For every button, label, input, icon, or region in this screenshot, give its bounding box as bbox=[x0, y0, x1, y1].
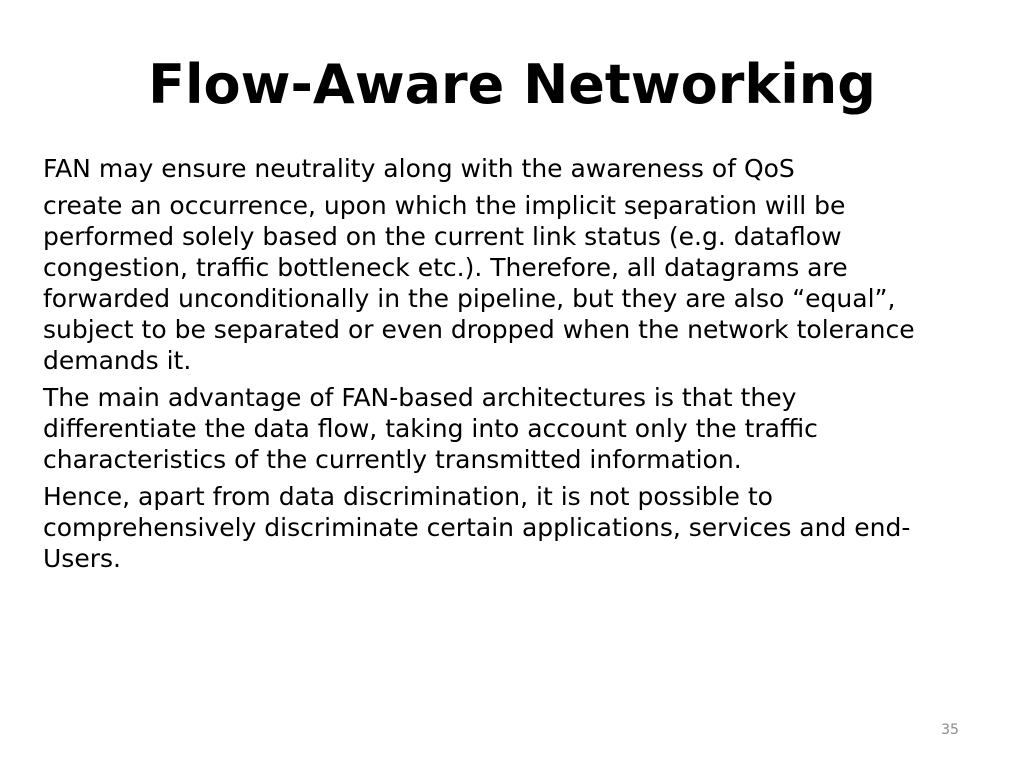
body-paragraph: Hence, apart from data discrimination, it is not possible to comprehensively discriminate certain applications, services and end-Users. bbox=[43, 482, 911, 573]
body-paragraph: The main advantage of FAN-based architectures is that they differentiate the data flow, taking into account only the traffic characteristics of the currently transmitted information. bbox=[43, 383, 818, 474]
slide-body bbox=[43, 153, 943, 580]
slide-title: Flow-Aware Networking bbox=[148, 53, 876, 116]
slide-page-number: 35 bbox=[941, 722, 959, 738]
body-paragraph: FAN may ensure neutrality along with the awareness of QoS bbox=[43, 154, 795, 183]
body-paragraph: create an occurrence, upon which the implicit separation will be performed solely based on the current link status (e.g. dataflow congestion, traffic bottleneck etc.). Therefore, all datagrams are forwarded unconditionally in the pipeline, but they are also “equal”, subject to be separated or even dropped when the network tolerance demands it. bbox=[43, 191, 915, 375]
